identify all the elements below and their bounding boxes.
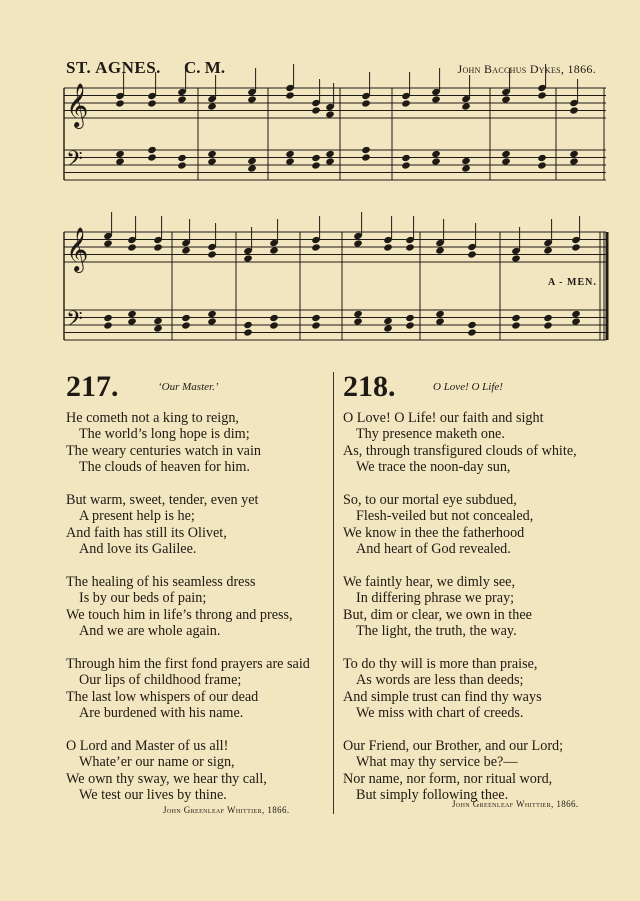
note-head (311, 106, 321, 114)
note-head (285, 150, 295, 158)
note-head (511, 254, 521, 262)
hymn-218-author: John Greenleaf Whittier, 1866. (452, 799, 579, 809)
note-head (147, 146, 157, 154)
note-head (247, 164, 257, 172)
note-head (207, 102, 217, 110)
note-head (115, 157, 125, 165)
note-head (181, 321, 191, 329)
hymn-218-stanza-1 (343, 410, 577, 475)
verse-line: And we are whole again. (79, 622, 221, 639)
note-head (511, 314, 521, 322)
verse-line: The weary centuries watch in vain (66, 442, 261, 459)
treble-clef-icon: 𝄞 (66, 227, 89, 271)
note-head (181, 246, 191, 254)
verse-line: O Lord and Master of us all! (66, 738, 229, 754)
verse-line: He cometh not a king to reign, (66, 410, 239, 426)
note-head (115, 150, 125, 158)
verse-line: Our Friend, our Brother, and our Lord; (343, 738, 564, 754)
note-head (207, 157, 217, 165)
note-head (247, 95, 257, 103)
note-head (311, 314, 321, 322)
verse-line: And faith has still its Olivet, (66, 524, 227, 541)
note-head (461, 164, 471, 172)
hymn-subtitle-217: ‘Our Master.’ (158, 381, 219, 393)
note-head (207, 310, 217, 318)
hymn-subtitle-218: O Love! O Life! (433, 381, 503, 393)
note-head (537, 161, 547, 169)
verse-line: We test our lives by thine. (79, 786, 227, 803)
note-head (435, 317, 445, 325)
verse-line: Through him the first fond prayers are said (66, 656, 310, 672)
note-head (353, 317, 363, 325)
verse-line: Our lips of childhood frame; (79, 672, 242, 689)
hymn-218-stanza-4 (343, 656, 542, 721)
verse-line: And love its Galilee. (79, 540, 197, 557)
note-head (511, 321, 521, 329)
verse-line: But simply following thee. (356, 786, 509, 803)
note-head (569, 150, 579, 158)
note-head (181, 314, 191, 322)
note-head (177, 161, 187, 169)
verse-line: We own thy sway, we hear thy call, (66, 770, 267, 787)
note-head (571, 310, 581, 318)
verse-line: Flesh-veiled but not concealed, (356, 508, 534, 525)
verse-line: But, dim or clear, we own in thee (343, 606, 532, 623)
note-head (401, 154, 411, 162)
note-head (103, 314, 113, 322)
verse-line: As words are less than deeds; (356, 672, 524, 689)
note-head (501, 95, 511, 103)
note-head (405, 321, 415, 329)
verse-line: The world’s long hope is dim; (79, 426, 250, 443)
music-score (0, 0, 640, 360)
tune-name: ST. AGNES. (66, 58, 161, 77)
verse-line: We faintly hear, we dimly see, (343, 574, 516, 590)
note-head (243, 321, 253, 329)
note-head (269, 246, 279, 254)
note-head (467, 250, 477, 258)
bar-lines (64, 88, 607, 340)
verse-line: A present help is he; (79, 508, 195, 525)
note-head (325, 157, 335, 165)
verse-line: Is by our beds of pain; (79, 590, 207, 607)
note-head (569, 157, 579, 165)
verse-line: Thy presence maketh one. (356, 426, 505, 443)
verse-line: We know in thee the fatherhood (343, 524, 525, 541)
note-head (177, 95, 187, 103)
treble-clef-icon: 𝄞 (66, 83, 89, 127)
note-head (311, 243, 321, 251)
note-head (501, 150, 511, 158)
note-head (435, 310, 445, 318)
tune-meter: C. M. (184, 58, 226, 77)
note-head (537, 91, 547, 99)
hymn-217-stanza-3 (66, 574, 293, 639)
note-head (361, 153, 371, 161)
note-head (325, 110, 335, 118)
note-head (127, 310, 137, 318)
note-head (571, 243, 581, 251)
note-head (537, 154, 547, 162)
clef-symbols (66, 83, 88, 337)
verse-line: And simple trust can find thy ways (343, 688, 542, 705)
verse-line: We touch him in life’s throng and press, (66, 606, 293, 623)
note-head (177, 154, 187, 162)
tune-composer: John Bacchus Dykes, 1866. (457, 62, 596, 76)
note-head (435, 246, 445, 254)
note-head (431, 95, 441, 103)
verse-line: As, through transfigured clouds of white, (343, 442, 577, 459)
note-head (543, 321, 553, 329)
note-head (461, 102, 471, 110)
note-head (269, 314, 279, 322)
note-head (243, 328, 253, 336)
verse-line: In differing phrase we pray; (356, 590, 515, 607)
hymn-217-stanza-2 (66, 492, 258, 557)
note-head (401, 161, 411, 169)
bass-clef-icon: 𝄢 (66, 307, 83, 337)
note-head (103, 239, 113, 247)
note-head (431, 150, 441, 158)
verse-line: The last low whispers of our dead (66, 688, 259, 705)
note-head (353, 310, 363, 318)
verse-line: The healing of his seamless dress (66, 574, 256, 590)
note-head (383, 324, 393, 332)
bass-clef-icon: 𝄢 (66, 147, 83, 177)
hymn-217-stanza-5 (66, 738, 267, 803)
verse-line: But warm, sweet, tender, even yet (66, 492, 259, 508)
verse-line: O Love! O Life! our faith and sight (343, 410, 544, 426)
note-head (127, 243, 137, 251)
note-head (311, 154, 321, 162)
note-head (207, 317, 217, 325)
note-head (269, 321, 279, 329)
note-head (153, 317, 163, 325)
note-head (431, 157, 441, 165)
note-head (325, 150, 335, 158)
note-head (207, 250, 217, 258)
verse-line: The light, the truth, the way. (356, 622, 517, 639)
note-head (147, 99, 157, 107)
note-head (467, 328, 477, 336)
note-head (383, 317, 393, 325)
verse-line: We trace the noon-day sun, (356, 458, 511, 475)
verse-line: Nor name, nor form, nor ritual word, (343, 770, 553, 787)
note-head (543, 314, 553, 322)
note-head (361, 146, 371, 154)
verse-line: We miss with chart of creeds. (356, 704, 524, 721)
staff-lines (64, 88, 606, 340)
note-head (207, 150, 217, 158)
verse-line: So, to our mortal eye subdued, (343, 492, 517, 508)
note-head (543, 246, 553, 254)
note-head (311, 321, 321, 329)
verse-line: Whate’er our name or sign, (79, 754, 235, 771)
note-head (569, 106, 579, 114)
note-head (103, 321, 113, 329)
verse-line: What may thy service be?— (356, 754, 518, 771)
hymn-218-stanza-3 (343, 574, 532, 639)
note-head (501, 157, 511, 165)
note-head (571, 317, 581, 325)
hymn-number-218: 218. (343, 370, 396, 403)
verse-line: The clouds of heaven for him. (79, 458, 250, 475)
note-head (153, 243, 163, 251)
hymn-217-author: John Greenleaf Whittier, 1866. (163, 805, 290, 815)
hymn-number-217: 217. (66, 370, 119, 403)
column-divider (333, 372, 334, 814)
note-head (401, 99, 411, 107)
note-head (383, 243, 393, 251)
verse-line: Are burdened with his name. (79, 704, 244, 721)
note-head (153, 324, 163, 332)
note-head (247, 157, 257, 165)
note-head (285, 157, 295, 165)
note-head (467, 321, 477, 329)
verse-line: And heart of God revealed. (356, 540, 511, 557)
note-head (353, 239, 363, 247)
hymn-218-stanza-5 (343, 738, 563, 803)
note-head (127, 317, 137, 325)
note-head (285, 91, 295, 99)
note-head (115, 99, 125, 107)
note-head (405, 314, 415, 322)
note-head (311, 161, 321, 169)
amen-label: A - MEN. (548, 277, 597, 288)
verse-line: To do thy will is more than praise, (343, 656, 538, 672)
hymn-218-stanza-2 (343, 492, 533, 557)
note-head (361, 99, 371, 107)
note-head (461, 157, 471, 165)
note-head (405, 243, 415, 251)
hymn-217-stanza-4 (66, 656, 310, 721)
hymn-217-stanza-1 (66, 410, 261, 475)
note-head (147, 153, 157, 161)
note-head (243, 254, 253, 262)
